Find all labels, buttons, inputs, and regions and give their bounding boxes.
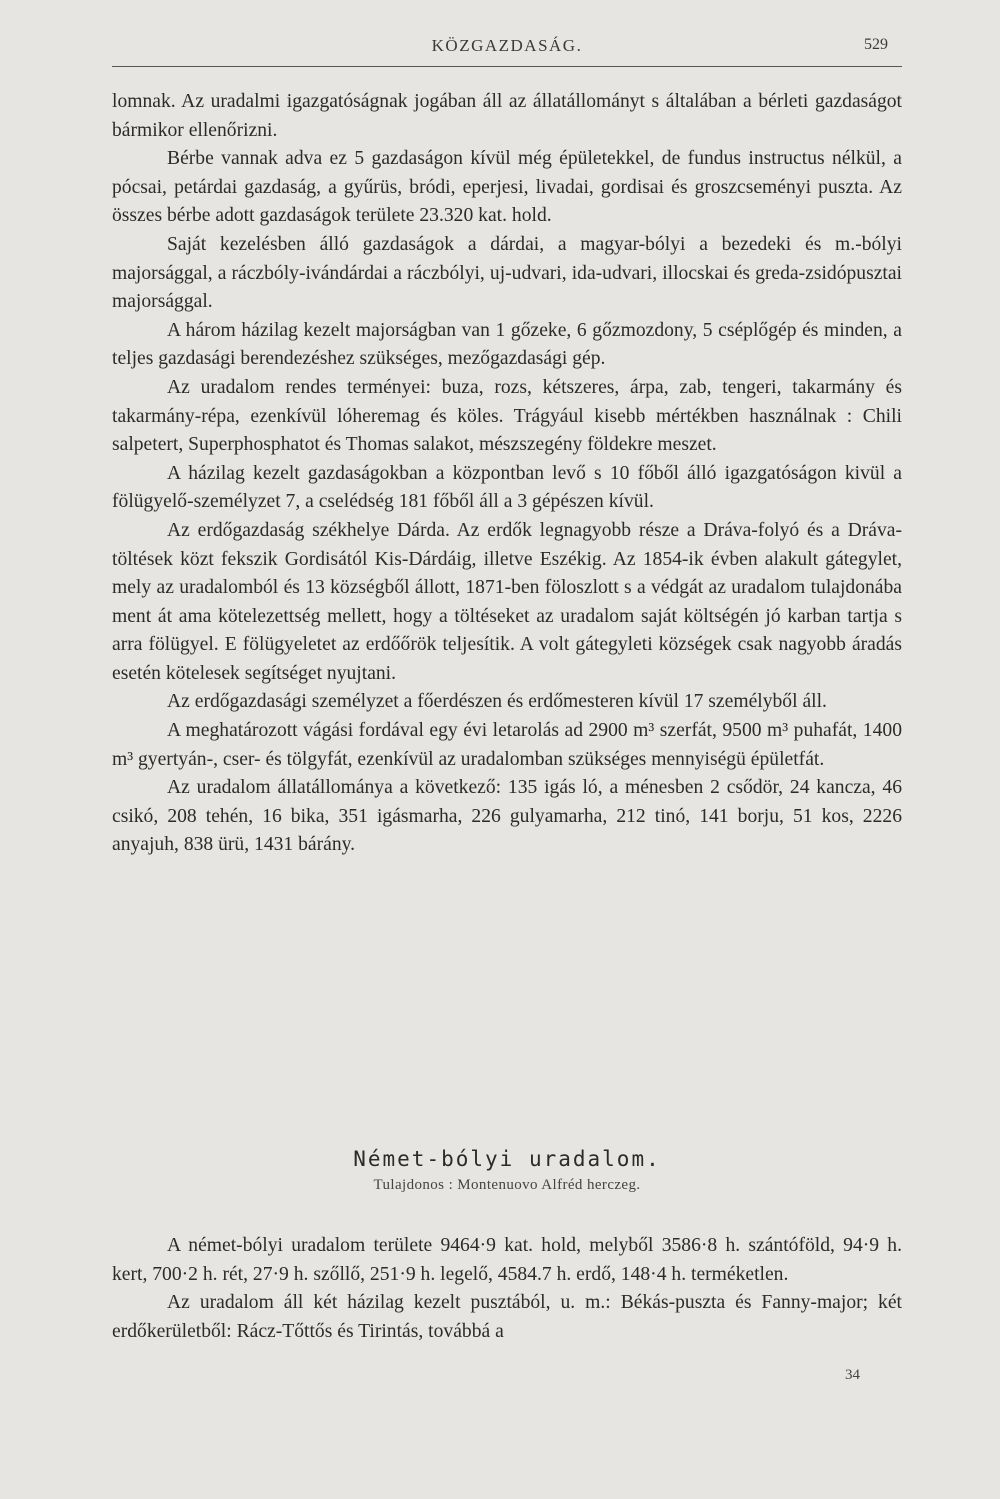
page-header	[112, 34, 902, 64]
paragraph-estate-parts: Az uradalom áll két házilag kezelt pusztából, u. m.: Békás-puszta és Fanny-major; két erdőkerületből: Rácz-Tőttős és Tirintás, továbbá a	[112, 1292, 902, 1342]
paragraph-livestock: Az uradalom állatállománya a következő: 135 igás ló, a ménesben 2 csődör, 24 kancza, 46 csikó, 208 tehén, 16 bika, 351 igásmarha, 226 gulyamarha, 212 tinó, 141 borju, 51 kos, 2226 anyajuh, 838 ürü, 1431 bárány.	[112, 777, 902, 856]
section-owner: Tulajdonos : Montenuovo Alfréd herczeg.	[373, 1177, 641, 1193]
signature-mark: 34	[845, 1367, 860, 1383]
paragraph-timber: A meghatározott vágási fordával egy évi letarolás ad 2900 m³ szerfát, 9500 m³ puhafát, 1400 m³ gyertyán-, cser- és tölgyfát, ezenkívül az uradalomban szükséges mennyiségü épületfát.	[112, 720, 902, 770]
paragraph-crops: Az uradalom rendes terményei: buza, rozs, kétszeres, árpa, zab, tengeri, takarmány és takarmány-répa, ezenkívül lóheremag és köles. Trágyául kisebb mértékben használnak : Chili salpetert, Superphosphatot és Thomas salakot, mészszegény földekre meszet.	[112, 376, 902, 456]
header-rule	[112, 66, 902, 67]
paragraph-leased-farms: Bérbe vannak adva ez 5 gazdaságon kívül még épületekkel, de fundus instructus nélkül, a pócsai, petárdai gazdaság, a gyűrüs, bródi, eperjesi, livadai, gordisai és groszcseményi puszta. Az összes bérbe adott gazdaságok területe 23.320 kat. hold.	[112, 148, 902, 227]
paragraph-own-farms: Saját kezelésben álló gazdaságok a dárdai, a magyar-bólyi a bezedeki és m.-bólyi majorsággal, a ráczbóly-ivándárdai a ráczbólyi, uj-udvari, ida-udvari, illocskai és greda-zsidópusztai majorsággal.	[112, 233, 902, 313]
paragraph-machinery: A három házilag kezelt majorságban van 1 gőzeke, 6 gőzmozdony, 5 cséplőgép és minden, a teljes gazdasági berendezéshez szükséges, mezőgazdasági gép.	[112, 319, 902, 370]
body-text	[112, 88, 902, 860]
running-title: KÖZGAZDASÁG.	[431, 36, 583, 55]
paragraph-forestry: Az erdőgazdaság székhelye Dárda. Az erdők legnagyobb része a Dráva-folyó és a Dráva-töltések közt fekszik Gordisától Kis-Dárdáig, illetve Eszékig. Az 1854-ik évben alakult gátegylet, mely az uradalomból és 13 községből állott, 1871-ben föloszlott s a védgát az uradalom tulajdonába ment át ama kötelezettség mellett, hogy a töltéseket az uradalom saját költségén jó karban tartja s arra fölügyel. E fölügyeletet az erdőőrök teljesítik. A volt gátegyleti községek csak nagyobb áradás esetén kötelesek segítséget nyujtani.	[112, 519, 902, 684]
body-text-section	[112, 1232, 902, 1346]
section-heading	[112, 1147, 902, 1194]
page-number: 529	[864, 36, 888, 53]
section-title: Német-bólyi uradalom.	[353, 1147, 661, 1171]
paragraph-continuation: lomnak. Az uradalmi igazgatóságnak jogában áll az állatállományt s általában a bérleti gazdaságot bármikor ellenőrizni.	[112, 91, 902, 141]
paragraph-staff: A házilag kezelt gazdaságokban a központban levő s 10 főből álló igazgatóságon kivül a fölügyelő-személyzet 7, a cselédség 181 főből áll a 3 gépészen kívül.	[112, 462, 902, 513]
paragraph-forest-staff: Az erdőgazdasági személyzet a főerdészen és erdőmesteren kívül 17 személyből áll.	[167, 691, 827, 713]
paragraph-area: A német-bólyi uradalom területe 9464·9 kat. hold, melyből 3586·8 h. szántóföld, 94·9 h. kert, 700·2 h. rét, 27·9 h. szőllő, 251·9 h. legelő, 4584.7 h. erdő, 148·4 h. terméketlen.	[112, 1235, 902, 1285]
